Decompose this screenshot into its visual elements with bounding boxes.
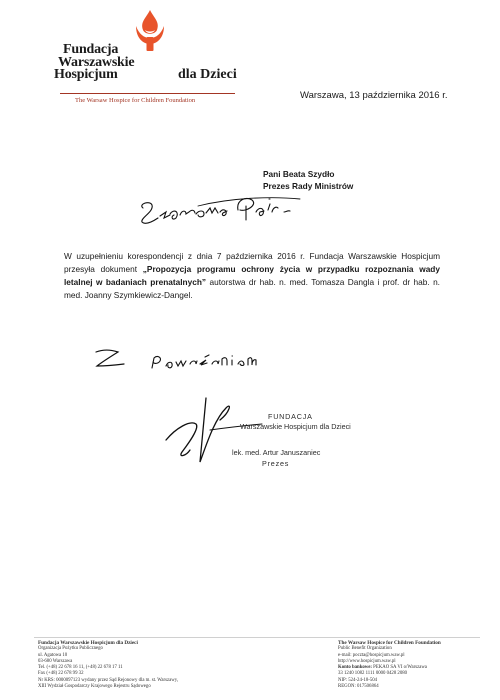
body-text-part-1: W uzupełnieniu korespondencji z dnia 7 października 2016 r. Fundacja Warszawskie Hospicjum przesyła dokument bbox=[64, 251, 440, 274]
footer-right bbox=[338, 640, 441, 690]
footer-left bbox=[38, 640, 178, 690]
footer-right-nip: NIP: 524-24-18-504 bbox=[338, 677, 378, 683]
body-text-part-2: autorstwa dr hab. n. med. Tomasza Dangla i prof. dr hab. n. med. Joanny Szymkiewicz-Dangel. bbox=[64, 277, 440, 300]
stamp-line-1: FUNDACJA bbox=[268, 412, 313, 421]
footer-right-email: e-mail: poczta@hospicjum.waw.pl bbox=[338, 652, 405, 658]
stamp-line-4: Prezes bbox=[262, 459, 290, 468]
wordmark-line-3b: dla Dzieci bbox=[178, 67, 237, 82]
footer-right-title: The Warsaw Hospice for Children Foundation bbox=[338, 640, 441, 646]
footer-left-line-4: Tel. (+48) 22 678 16 11, (+48) 22 678 17 11 bbox=[38, 665, 123, 671]
footer-left-line-5: Fax (+48) 22 678 99 32 bbox=[38, 671, 84, 677]
footer-left-line-6: Nr KRS: 0000097123 wydany przez Sąd Rejonowy dla m. st. Warszawy, bbox=[38, 677, 179, 683]
footer-right-website: http://www.hospicjum.waw.pl bbox=[338, 658, 396, 664]
wordmark-line-2: Warszawskie bbox=[58, 55, 135, 70]
recipient-name: Pani Beata Szydło bbox=[263, 169, 335, 179]
footer-right-regon: REGON: 017506864 bbox=[338, 684, 379, 690]
footer-rule bbox=[34, 637, 480, 638]
footer-right-bank-label: Konto bankowe: bbox=[338, 665, 372, 671]
recipient-title: Prezes Rady Ministrów bbox=[263, 181, 354, 191]
footer-left-line-3: 03-680 Warszawa bbox=[38, 658, 73, 664]
footer-left-line-1: Organizacja Pożytku Publicznego bbox=[38, 646, 103, 652]
stamp-line-2: Warszawskie Hospicjum dla Dzieci bbox=[240, 422, 351, 431]
wordmark-line-1: Fundacja bbox=[63, 42, 119, 57]
footer-right-account: 33 1240 1082 1111 0000 0428 2080 bbox=[338, 671, 408, 677]
wordmark-line-3: Hospicjum bbox=[54, 67, 118, 82]
footer-left-line-7: XIII Wydział Gospodarczy Krajowego Rejestru Sądowego bbox=[38, 684, 151, 690]
footer-right-line-1: Public Benefit Organization bbox=[338, 646, 392, 652]
document-title-bold: „Propozycja programu ochrony życia w przypadku rozpoznania wady letalnej w badaniach prenatalnych” bbox=[64, 264, 440, 287]
letter-date: Warszawa, 13 października 2016 r. bbox=[300, 90, 448, 101]
footer-right-bank-name: PEKAO SA VI o/Warszawa bbox=[371, 665, 427, 671]
english-tagline: The Warsaw Hospice for Children Foundation bbox=[75, 97, 196, 104]
footer-left-title: Fundacja Warszawskie Hospicjum dla Dzieci bbox=[38, 640, 138, 646]
stamp-line-3: lek. med. Artur Januszaniec bbox=[232, 448, 321, 457]
footer-left-line-2: ul. Agatowa 10 bbox=[38, 652, 68, 658]
